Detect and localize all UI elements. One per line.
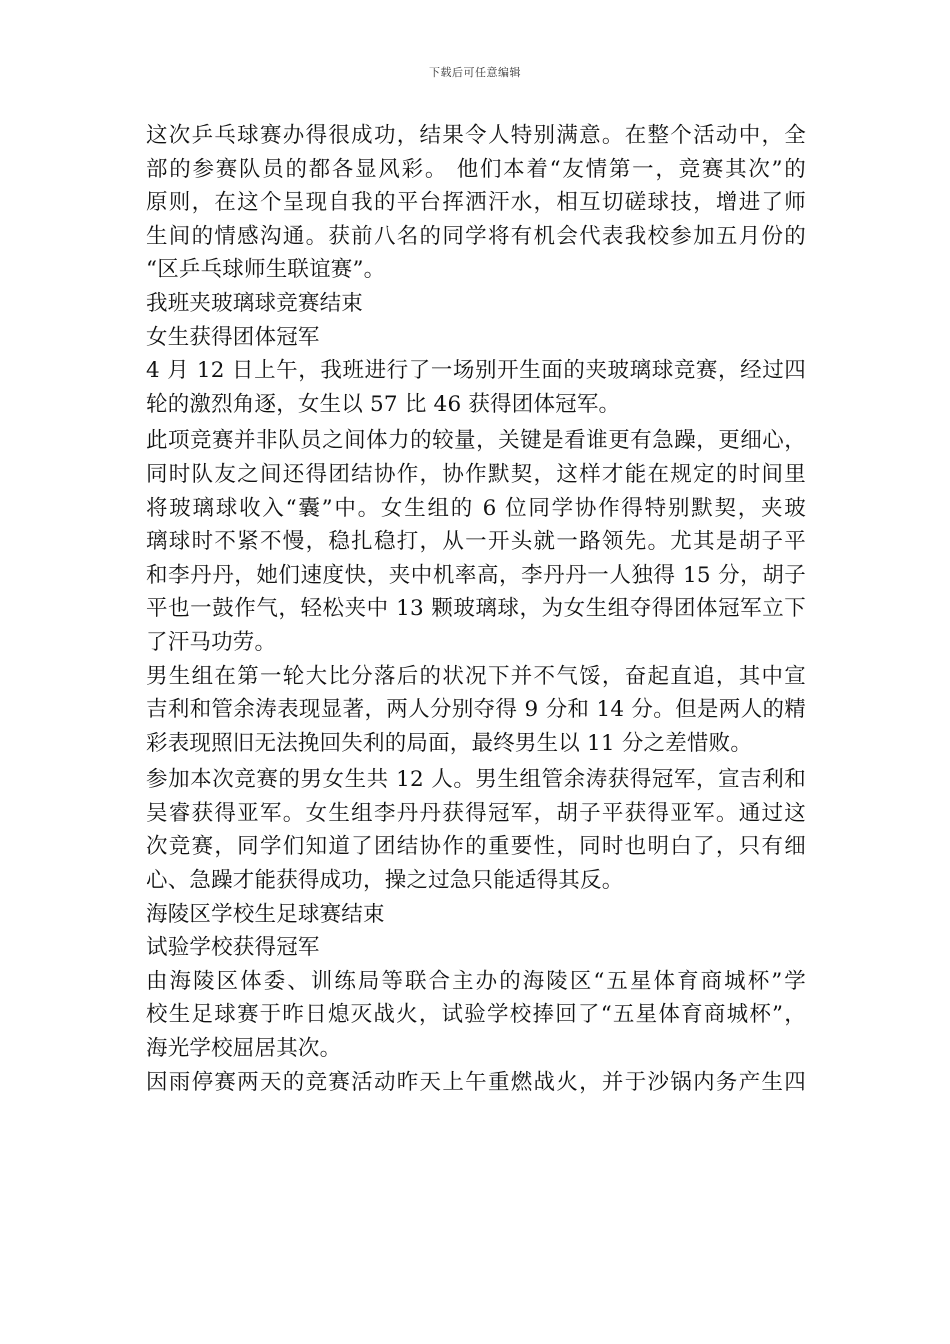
text-line: 参加本次竞赛的男女生共 12 人。男生组管余涛获得冠军，宣吉利和 <box>146 767 806 793</box>
text-line: 由海陵区体委、训练局等联合主办的海陵区“五星体育商城杯”学 <box>146 968 806 994</box>
section-subheading: 女生获得团体冠军 <box>146 324 320 350</box>
text-line: 原则，在这个呈现自我的平台挥洒汗水，相互切磋球技，增进了师 <box>146 190 806 216</box>
text-line: 轮的激烈角逐，女生以 57 比 46 获得团体冠军。 <box>146 391 621 417</box>
section-subheading: 试验学校获得冠军 <box>146 935 320 961</box>
page-header: 下载后可任意编辑 <box>429 66 521 79</box>
text-line: 吴睿获得亚军。女生组李丹丹获得冠军，胡子平获得亚军。通过这 <box>146 800 806 826</box>
text-line: 生间的情感沟通。获前八名的同学将有机会代表我校参加五月份的 <box>146 223 806 249</box>
text-line: 4 月 12 日上午，我班进行了一场别开生面的夹玻璃球竞赛，经过四 <box>146 358 806 384</box>
document-body <box>146 119 806 1099</box>
text-line: 心、急躁才能获得成功，操之过急只能适得其反。 <box>146 868 624 894</box>
text-line: 平也一鼓作气，轻松夹中 13 颗玻璃球，为女生组夺得团体冠军立下 <box>146 596 806 622</box>
text-line: 这次乒乓球赛办得很成功，结果令人特别满意。在整个活动中，全 <box>146 123 806 148</box>
text-line: 彩表现照旧无法挽回失利的局面，最终男生以 11 分之差惜败。 <box>146 730 753 756</box>
text-line: “区乒乓球师生联谊赛”。 <box>146 257 386 283</box>
section-heading: 我班夹玻璃球竞赛结束 <box>146 290 364 316</box>
text-line: 部的参赛队员的都各显风彩。 他们本着“友情第一，竞赛其次”的 <box>146 156 806 182</box>
text-line: 同时队友之间还得团结协作，协作默契，这样才能在规定的时间里 <box>146 461 806 487</box>
text-line: 将玻璃球收入“囊”中。女生组的 6 位同学协作得特别默契，夹玻 <box>146 495 806 521</box>
section-heading: 海陵区学校生足球赛结束 <box>146 901 385 927</box>
text-line: 因雨停赛两天的竞赛活动昨天上午重燃战火，并于沙锅内务产生四 <box>146 1069 806 1095</box>
text-line: 此项竞赛并非队员之间体力的较量，关键是看谁更有急躁，更细心， <box>146 428 806 454</box>
text-line: 璃球时不紧不慢，稳扎稳打，从一开头就一路领先。尤其是胡子平 <box>146 529 806 555</box>
text-line: 吉利和管余涛表现显著，两人分别夺得 9 分和 14 分。但是两人的精 <box>146 697 806 723</box>
text-line: 了汗马功劳。 <box>146 629 277 655</box>
text-line: 校生足球赛于昨日熄灭战火，试验学校捧回了“五星体育商城杯”， <box>146 1002 806 1028</box>
text-line: 次竞赛，同学们知道了团结协作的重要性，同时也明白了，只有细 <box>146 834 806 860</box>
text-line: 和李丹丹，她们速度快，夹中机率高，李丹丹一人独得 15 分，胡子 <box>146 562 806 588</box>
text-line: 海光学校屈居其次。 <box>146 1036 342 1062</box>
text-line: 男生组在第一轮大比分落后的状况下并不气馁，奋起直追，其中宣 <box>146 663 806 689</box>
